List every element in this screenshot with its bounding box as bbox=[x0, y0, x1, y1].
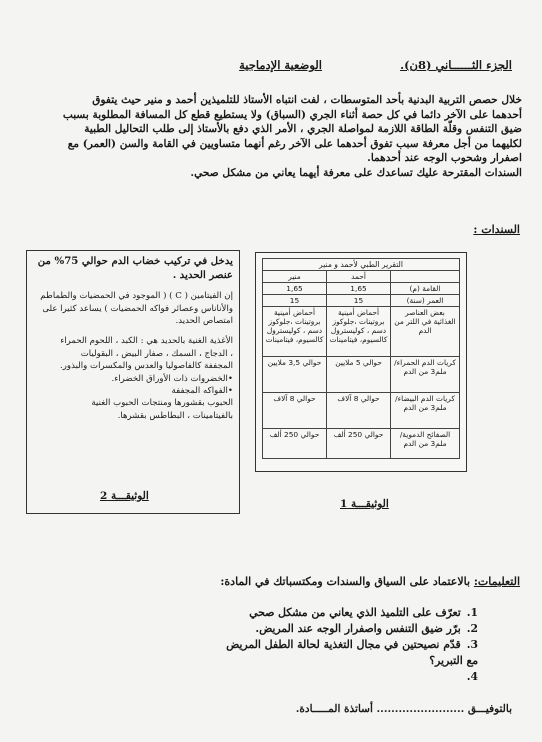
list-item: •الخضروات ذات الأوراق الخضراء. bbox=[111, 373, 233, 384]
table-row bbox=[263, 295, 460, 307]
table-row bbox=[263, 357, 460, 393]
cell-mounir: أحماض أمينية بروتينات ،جلوكوز دسم ، كوليسترول كالسيوم، فيتامينات bbox=[263, 307, 327, 357]
section-header bbox=[30, 58, 512, 78]
cell-ahmed: 1,65 bbox=[327, 283, 391, 295]
cell-mounir: حوالي 3,5 ملايين bbox=[263, 357, 327, 393]
intro-line: لكليهما من أجل معرفة سبب تفوق أحدهما على الآخر رغم أنهما متساويين في القامة والسن (العمر) مع bbox=[67, 137, 522, 150]
cell-ahmed: حوالي 5 ملايين bbox=[327, 357, 391, 393]
document-2-caption: الوثيقـــة 2 bbox=[100, 490, 149, 502]
instructions-text: باﻻعتماد على السياق والسندات ومكتسباتك في المادة: bbox=[220, 575, 474, 588]
intro-line: خلال حصص التربية البدنية بأحد المتوسطات ، لفت انتباه الأستاذ للتلميذين أحمد و منير حيث يتفوق bbox=[92, 94, 522, 106]
question-item: 3.قدّم نصيحتين في مجال التغذية لحالة الطفل المريض مع التبرير؟ bbox=[226, 638, 478, 667]
row-label: كريات الدم الحمراء/ملم3 من الدم bbox=[391, 357, 460, 393]
list-item: ، الدجاج ، السمك ، صفار البيض ، البقوليات bbox=[80, 348, 233, 359]
table-row bbox=[263, 393, 460, 429]
intro-line: اصفرار وشحوب الوجه عند أحدهما. bbox=[367, 152, 522, 165]
context-paragraph bbox=[24, 93, 522, 181]
row-label: الصفائح الدموية/ملم3 من الدم bbox=[391, 429, 460, 459]
intro-line: ضيق التنفس وقلّة الطاقة اللازمة لمواصلة الجري ، الأمر الذي دفع بالأستاذ إلى طلب التحاليل الطبية bbox=[84, 123, 522, 136]
good-luck-signature: بالتوفيـــق ........................ أساتذة المـــــادة. bbox=[295, 703, 512, 715]
table-row bbox=[263, 307, 460, 357]
column-header-mounir: منير bbox=[263, 271, 327, 283]
cell-mounir: حوالي 8 آلاف bbox=[263, 393, 327, 429]
list-item: •الفواكه المجففة bbox=[171, 386, 233, 397]
cell-ahmed: حوالي 250 ألف bbox=[327, 429, 391, 459]
medical-report-table bbox=[262, 258, 460, 459]
row-label: كريات الدم البيضاء/ملم3 من الدم bbox=[391, 393, 460, 429]
iron-foods-list bbox=[33, 335, 233, 422]
row-label: بعض العناصر الغذائية في اللتر من الدم bbox=[391, 307, 460, 357]
table-row bbox=[263, 429, 460, 459]
questions-list bbox=[218, 605, 478, 685]
intro-line: أحدهما على الآخر دائما في كل حصة أثناء الجري (السباق) ولا يستطيع قطع كل المسافة المطلوبة بسبب bbox=[62, 108, 522, 121]
list-item: الحبوب بقشورها ومنتجات الحبوب الغنية bbox=[91, 398, 233, 409]
document-1-box bbox=[255, 252, 467, 472]
cell-ahmed: 15 bbox=[327, 295, 391, 307]
cell-mounir: 1,65 bbox=[263, 283, 327, 295]
document-1-caption: الوثيقـــة 1 bbox=[340, 498, 389, 510]
row-label: العمر (سنة) bbox=[391, 295, 460, 307]
part-label: الجزء الثــــــاني (8ن). bbox=[400, 58, 512, 72]
question-item: 4. bbox=[466, 670, 478, 683]
table-row bbox=[263, 283, 460, 295]
document-2-box bbox=[26, 250, 240, 514]
list-item: بالفيتامينات ، البطاطس بقشرها. bbox=[117, 410, 233, 421]
cell-ahmed: أحماض أمينية بروتينات ،جلوكوز دسم ، كوليسترول كالسيوم، فيتامينات bbox=[327, 307, 391, 357]
section-title: الوضعية الإدماجية bbox=[239, 58, 322, 72]
question-item: 2.برّر ضيق التنفس واصفرار الوجه عند المريض. bbox=[255, 622, 478, 635]
question-item: 1.تعرّف على التلميذ الذي يعاني من مشكل صحي bbox=[249, 606, 478, 619]
instructions-label: التعليمات: bbox=[473, 575, 520, 588]
cell-ahmed: حوالي 8 آلاف bbox=[327, 393, 391, 429]
instructions-heading bbox=[220, 575, 520, 588]
intro-line: السندات المقترحة عليك تساعدك على معرفة أيهما يعاني من مشكل صحي. bbox=[190, 166, 522, 179]
vitamin-c-paragraph: إن الفيتامين ( C ) ( الموجود في الحمضيات والطماطم والأناناس وعصائر فواكه الحمضيات ) يساعد كثيرا على امتصاص الحديد. bbox=[40, 291, 233, 326]
documents-title: السندات : bbox=[473, 223, 520, 236]
list-item: المجففة كالفاصوليا والعدس والمكسرات والبذور. bbox=[60, 361, 233, 372]
table-title: التقرير الطبي لأحمد و منير bbox=[263, 259, 460, 271]
column-header-ahmed: أحمد bbox=[327, 271, 391, 283]
list-item: الأغذية الغنية بالحديد هي : الكبد ، اللحوم الحمراء bbox=[60, 336, 233, 347]
iron-fact: يدخل في تركيب خضاب الدم حوالي 75% من عنصر الحديد . bbox=[37, 255, 233, 281]
cell-mounir: حوالي 250 ألف bbox=[263, 429, 327, 459]
row-label: القامة (م) bbox=[391, 283, 460, 295]
cell-mounir: 15 bbox=[263, 295, 327, 307]
